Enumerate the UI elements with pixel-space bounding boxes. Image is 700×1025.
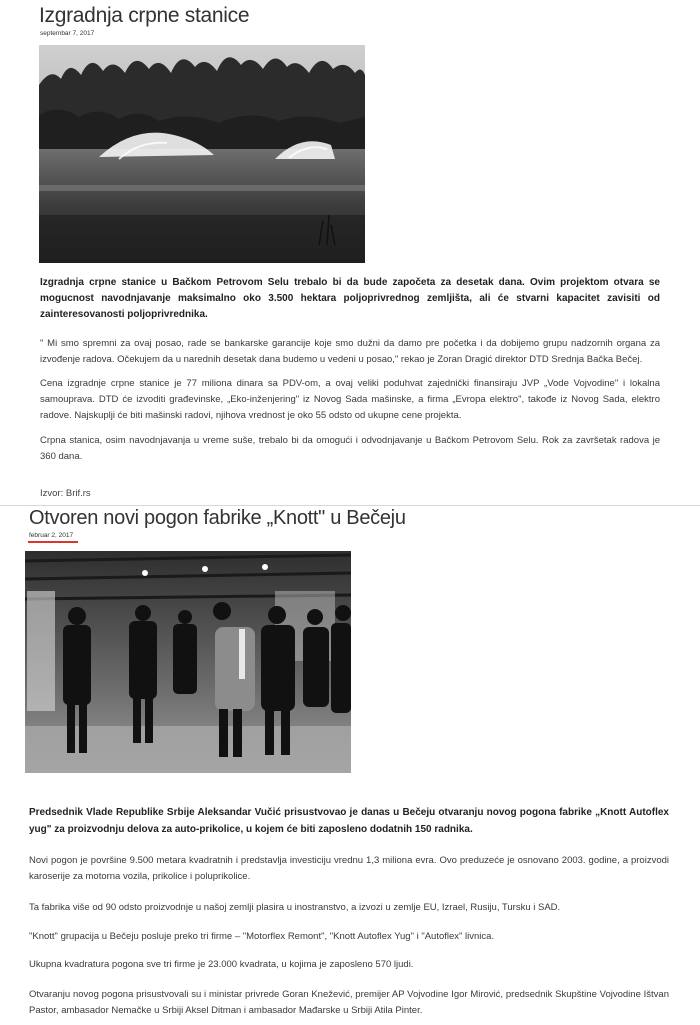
article-title[interactable]: Otvoren novi pogon fabrike „Knott" u Bečeju	[29, 507, 406, 529]
article-title[interactable]: Izgradnja crpne stanice	[39, 4, 250, 27]
article-photo-factory[interactable]	[25, 551, 351, 773]
article-pumping-station	[0, 0, 700, 505]
article-lead: Izgradnja crpne stanice u Bačkom Petrovom Selu trebalo bi da bude započeta za desetak dana. Ovim projektom otvara se mogucnost navodnjavanje maksimalno oko 3.500 hektara poljoprivrednog zemljišta, ali će stvarni kapacitet zavisiti od zainteresovanosti poljoprivrednika.	[40, 277, 660, 320]
article-paragraph: " Mi smo spremni za ovaj posao, rade se bankarske garancije koje smo dužni da damo pre početka i da dobijemo grupu nadzornih organa za izvođenje radova. Očekujem da u narednih desetak dana budemo u vedeni u posao," rekao je Zoran Dragić direktor DTD Srednja Bačka Bečej.	[40, 338, 660, 365]
article-paragraph: "Knott" grupacija u Bečeju posluje preko tri firme – "Motorflex Remont", "Knott Autoflex Yug" i "Autoflex" livnica.	[29, 931, 495, 942]
article-paragraph: Crpna stanica, osim navodnjavanja u vreme suše, trebalo bi da omogući i odvodnjavanje u Bačkom Petrovom Selu. Rok za završetak radova je 360 dana.	[40, 435, 660, 462]
article-photo-irrigation[interactable]	[39, 45, 365, 263]
article-date: septembar 7, 2017	[40, 30, 95, 37]
article-paragraph: Cena izgradnje crpne stanice je 77 miliona dinara sa PDV-om, a ovaj veliki poduhvat zajednički finansiraju JVP „Vode Vojvodine" i lokalna samouprava. DTD će izvoditi građevinske, „Eko-inženjering" iz Novog Sada mašinske, a firma „Evropa elektro", takođe iz Novog Sada, elektro radove. Najskuplji će biti mašinski radovi, njihova vrednost je oko 55 odsto od ukupne cene projekta.	[40, 378, 660, 421]
irrigation-photo-graphic	[39, 45, 365, 263]
article-paragraph: Ta fabrika više od 90 odsto proizvodnje u našoj zemlji plasira u inostranstvo, a izvozi u zemlje EU, Izrael, Rusiju, Tursku i SAD.	[29, 902, 561, 913]
article-paragraph: Novi pogon je površine 9.500 metara kvadratnih i predstavlja investiciju vrednu 1,3 miliona evra. Ovo preduzeće je osnovano 2003. godine, a proizvodi karoserije za motorna vozila, prikolice i poluprikolice.	[29, 855, 669, 882]
article-paragraph: Otvaranju novog pogona prisustvovali su i ministar privrede Goran Knežević, premijer AP Vojvodine Igor Mirović, predsednik Skupštine Vojvodine Ištvan Pastor, ambasador Nemačke u Srbiji Aksel Ditman i ambasador Mađarske u Srbiji Atila Pinter.	[29, 989, 669, 1016]
factory-photo-graphic	[25, 551, 351, 773]
article-knott-factory	[0, 505, 700, 1025]
article-paragraph: Ukupna kvadratura pogona sve tri firme je 23.000 kvadrata, u kojima je zaposleno 570 ljudi.	[29, 959, 414, 970]
article-source: Izvor: Brif.rs	[40, 488, 91, 499]
date-underline	[28, 541, 78, 543]
article-lead: Predsednik Vlade Republike Srbije Aleksandar Vučić prisustvovao je danas u Bečeju otvaranju novog pogona fabrike „Knott Autoflex yug" za proizvodnju delova za auto-prikolice, u kojem će biti zaposleno dodatnih 150 radnika.	[29, 807, 669, 835]
article-date: februar 2, 2017	[29, 532, 74, 539]
